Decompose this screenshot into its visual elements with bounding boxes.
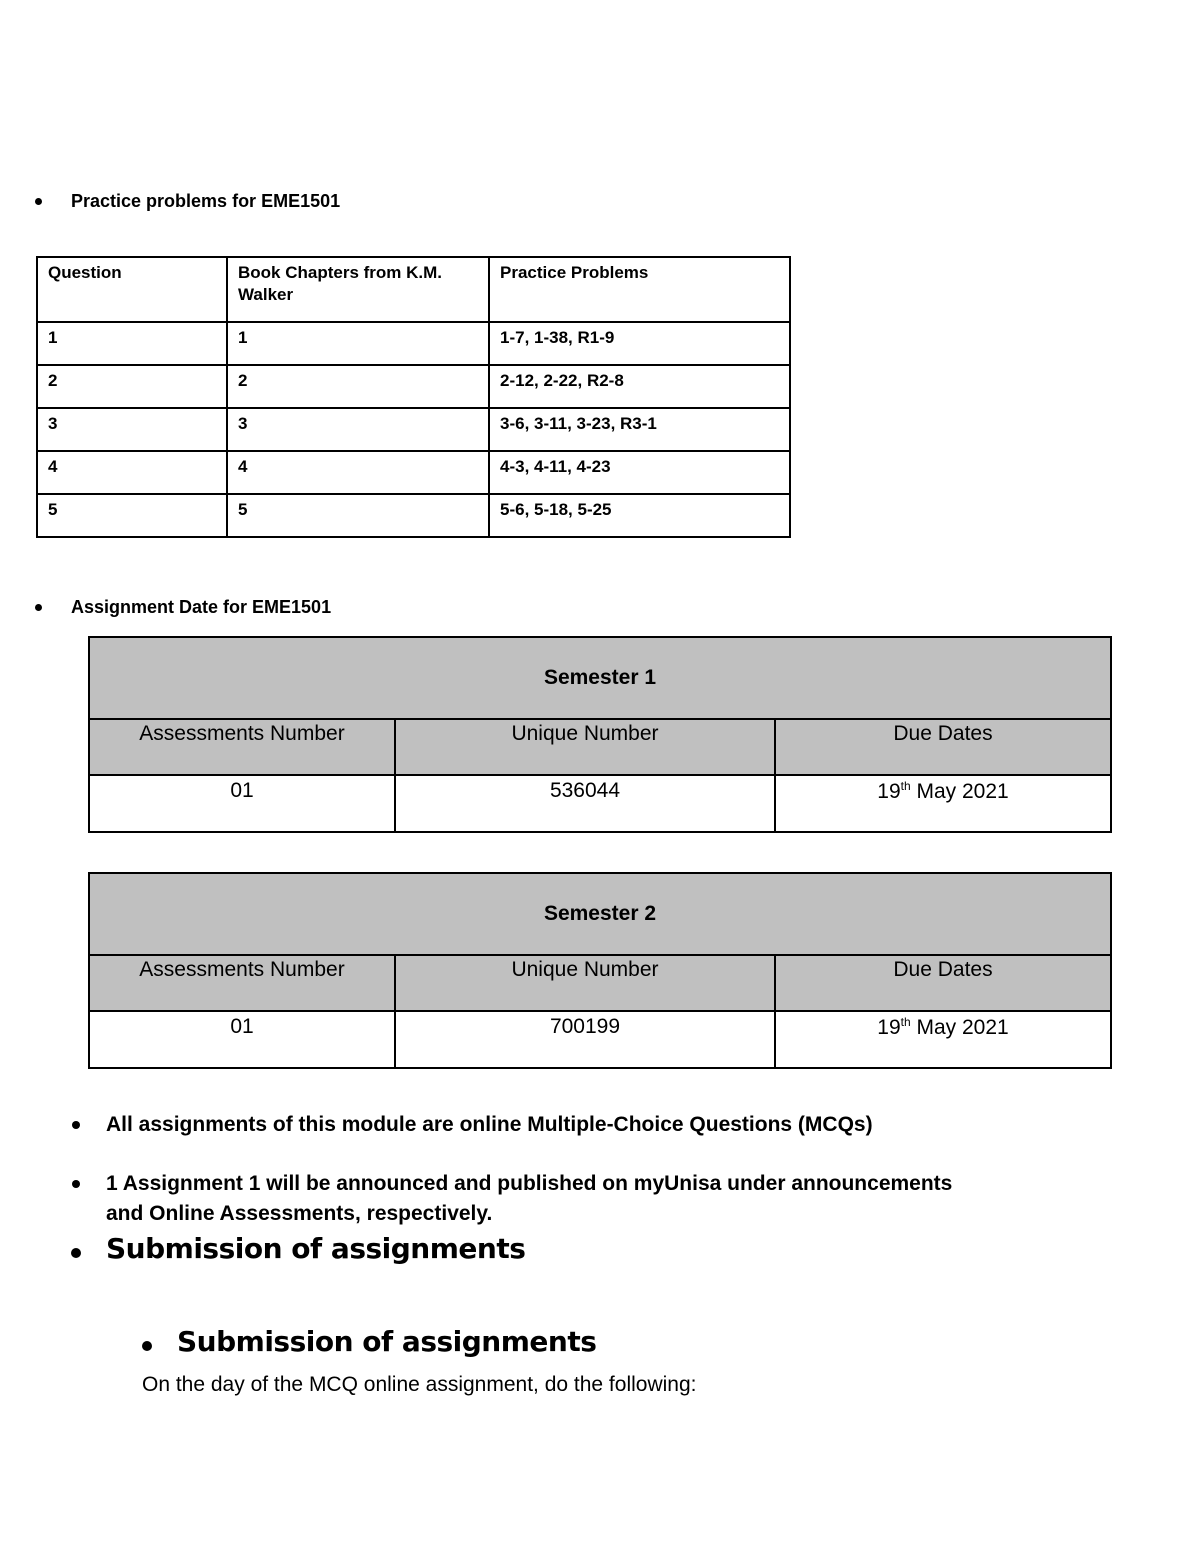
- table-header-row: [37, 257, 790, 322]
- problems-cell: 2-12, 2-22, R2-8: [489, 365, 790, 408]
- bullet-dot-icon: [72, 1121, 80, 1129]
- submission-instruction: On the day of the MCQ online assignment, do the following:: [142, 1373, 697, 1396]
- semester-2-table: [88, 872, 1112, 1069]
- question-cell: 2: [37, 365, 227, 408]
- chapter-cell: 3: [227, 408, 489, 451]
- submission-heading-1: [70, 1232, 770, 1274]
- submission-heading-2: [141, 1325, 841, 1367]
- question-cell: 5: [37, 494, 227, 537]
- bullet-dot-icon: [71, 1248, 81, 1258]
- table-row: [37, 451, 790, 494]
- practice-heading: Practice problems for EME1501: [71, 191, 341, 211]
- table-row: [89, 1011, 1111, 1068]
- announcement-line-2: and Online Assessments, respectively.: [106, 1202, 493, 1225]
- assessment-number-cell: 01: [89, 775, 395, 832]
- table-row: [37, 494, 790, 537]
- header-assessments-number: Assessments Number: [89, 719, 395, 775]
- semester-title: Semester 1: [89, 637, 1111, 719]
- header-due-dates: Due Dates: [775, 719, 1111, 775]
- chapter-cell: 4: [227, 451, 489, 494]
- unique-number-cell: 700199: [395, 1011, 775, 1068]
- semester-title-row: [89, 873, 1111, 955]
- header-question: Question: [37, 257, 227, 322]
- semester-title-row: [89, 637, 1111, 719]
- problems-cell: 1-7, 1-38, R1-9: [489, 322, 790, 365]
- header-practice-problems: Practice Problems: [489, 257, 790, 322]
- table-row: [37, 322, 790, 365]
- chapter-cell: 5: [227, 494, 489, 537]
- practice-bullet: [35, 191, 435, 215]
- question-cell: 4: [37, 451, 227, 494]
- mcq-note-text: All assignments of this module are online Multiple-Choice Questions (MCQs): [106, 1113, 873, 1136]
- bullet-dot-icon: [142, 1341, 152, 1351]
- bullet-dot-icon: [35, 198, 42, 205]
- bullet-dot-icon: [72, 1180, 80, 1188]
- header-assessments-number: Assessments Number: [89, 955, 395, 1011]
- assignment-bullet: [35, 597, 435, 621]
- due-date-cell: 19th May 2021: [775, 775, 1111, 832]
- column-header-row: [89, 955, 1111, 1011]
- problems-cell: 4-3, 4-11, 4-23: [489, 451, 790, 494]
- problems-cell: 5-6, 5-18, 5-25: [489, 494, 790, 537]
- question-cell: 3: [37, 408, 227, 451]
- table-row: [37, 365, 790, 408]
- table-row: [89, 775, 1111, 832]
- unique-number-cell: 536044: [395, 775, 775, 832]
- practice-problems-table: [36, 256, 791, 538]
- question-cell: 1: [37, 322, 227, 365]
- submission-heading-1-text: Submission of assignments: [106, 1232, 526, 1265]
- semester-1-table: [88, 636, 1112, 833]
- header-book-chapters: Book Chapters from K.M. Walker: [227, 257, 489, 322]
- chapter-cell: 1: [227, 322, 489, 365]
- table-row: [37, 408, 790, 451]
- chapter-cell: 2: [227, 365, 489, 408]
- mcq-note: [70, 1110, 1170, 1142]
- submission-heading-2-text: Submission of assignments: [177, 1325, 597, 1358]
- announcement-note: [70, 1169, 1170, 1233]
- header-unique-number: Unique Number: [395, 955, 775, 1011]
- column-header-row: [89, 719, 1111, 775]
- problems-cell: 3-6, 3-11, 3-23, R3-1: [489, 408, 790, 451]
- assessment-number-cell: 01: [89, 1011, 395, 1068]
- bullet-dot-icon: [35, 604, 42, 611]
- due-date-cell: 19th May 2021: [775, 1011, 1111, 1068]
- semester-title: Semester 2: [89, 873, 1111, 955]
- header-due-dates: Due Dates: [775, 955, 1111, 1011]
- assignment-heading: Assignment Date for EME1501: [71, 597, 332, 617]
- header-unique-number: Unique Number: [395, 719, 775, 775]
- announcement-line-1: 1 Assignment 1 will be announced and published on myUnisa under announcements: [106, 1172, 953, 1195]
